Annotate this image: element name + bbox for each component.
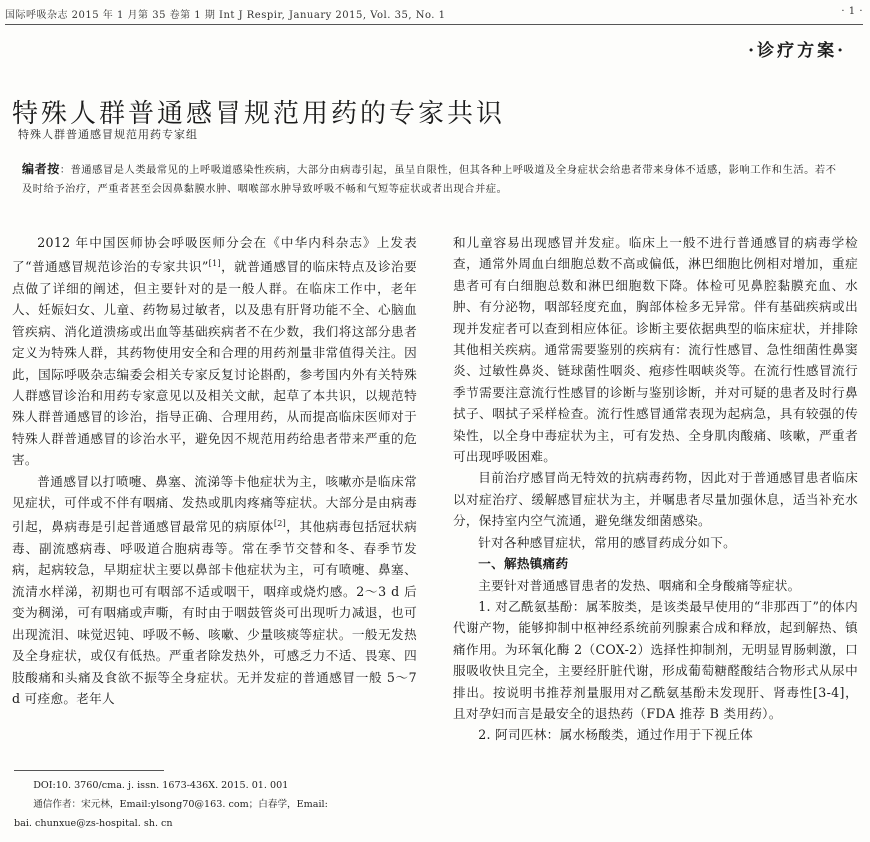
paragraph: 1. 对乙酰氨基酚：属苯胺类，是该类最早使用的“非那西丁”的体内代谢产物，能够抑制中枢神经系统前列腺素合成和释放，起到解热、镇痛作用。为环氧化酶 2（COX-2）选择性抑制剂，无明显胃肠刺激，口服吸收快且完全，主要经肝脏代谢，形成葡萄糖醛酸结合物形式从尿中排出。按说明书推荐剂量服用对乙酰氨基酚未发现肝、肾毒性[3-4]，且对孕妇而言是最安全的退热药（FDA 推荐 B 类用药）。 bbox=[453, 598, 858, 721]
citation-ref: [2] bbox=[273, 519, 287, 529]
right-column bbox=[453, 232, 858, 832]
paragraph: 2012 年中国医师协会呼吸医师分会在《中华内科杂志》上发表了“普通感冒规范诊治的专家共识”[1]，就普通感冒的临床特点及诊治要点做了详细的阐述，但主要针对的是一般人群。在临床工作中，老年人、妊娠妇女、儿童、药物易过敏者，以及患有肝肾功能不全、心脑血管疾病、消化道溃疡或出血等基础疾病者不在少数，我们将这部分患者定义为特殊人群，其药物使用安全和合理的用药剂量非常值得关注。因此，国际呼吸杂志编委会相关专家反复讨论斟酌，参考国内外有关特殊人群感冒诊治和用药专家意见以及相关文献，起草了本共识，以规范特殊人群普通感冒的诊治，指导正确、合理用药，从而提高临床医师对于特殊人群普通感冒的诊治水平，避免因不规范用药给患者带来严重的危害。 bbox=[12, 235, 417, 468]
corresponding-author-email: bai. chunxue@zs-hospital. sh. cn bbox=[14, 818, 173, 829]
corresponding-author: 通信作者：宋元林，Email:ylsong70@163. com；白春学，Email: bbox=[33, 799, 328, 810]
paragraph: 和儿童容易出现感冒并发症。临床上一般不进行普通感冒的病毒学检查，通常外周血白细胞总数不高或偏低，淋巴细胞比例相对增加，重症患者可有白细胞总数和淋巴细胞数下降。体检可见鼻腔黏膜充血、水肿、有分泌物，咽部轻度充血，胸部体检多无异常。伴有基础疾病或出现并发症者可以查到相应体征。诊断主要依据典型的临床症状，并排除其他相关疾病。通常需要鉴别的疾病有：流行性感冒、急性细菌性鼻窦炎、过敏性鼻炎、链球菌性咽炎、疱疹性咽峡炎等。在流行性感冒流行季节需要注意流行性感冒的诊断与鉴别诊断，并对可疑的患者及时行鼻拭子、咽拭子采样检查。流行性感冒通常表现为起病急，具有较强的传染性，以全身中毒症状为主，可有发热、全身肌肉酸痛、咳嗽，严重者可出现呼吸困难。 bbox=[453, 235, 858, 465]
author-group: 特殊人群普通感冒规范用药专家组 bbox=[18, 128, 198, 141]
editor-note-label: 编者按 bbox=[22, 162, 60, 176]
paragraph: 普通感冒以打喷嚏、鼻塞、流涕等卡他症状为主，咳嗽亦是临床常见症状，可伴或不伴有咽痛、发热或肌肉疼痛等症状。大部分是由病毒引起，鼻病毒是引起普通感冒最常见的病原体[2]，其他病毒包括冠状病毒、副流感病毒、呼吸道合胞病毒等。常在季节交替和冬、春季节发病，起病较急，早期症状主要以鼻部卡他症状为主，可有喷嚏、鼻塞、流清水样涕，初期也可有咽部不适或咽干，咽痒或烧灼感。2～3 d 后变为稠涕，可有咽痛或声嘶，有时由于咽鼓管炎可出现听力减退，也可出现流泪、味觉迟钝、呼吸不畅、咳嗽、少量咳痰等症状。一般无发热及全身症状，或仅有低热。严重者除发热外，可感乏力不适、畏寒、四肢酸痛和头痛及食欲不振等全身症状。无并发症的普通感冒一般 5～7 d 可痊愈。老年人 bbox=[12, 473, 417, 706]
page-number: · 1 · bbox=[841, 6, 863, 17]
section-heading: 一、解热镇痛药 bbox=[478, 556, 569, 572]
citation-ref: [1] bbox=[208, 259, 221, 269]
header-rule bbox=[5, 24, 863, 25]
footnote-rule bbox=[14, 770, 164, 771]
doi: DOI:10. 3760/cma. j. issn. 1673-436X. 2015. 01. 001 bbox=[33, 780, 289, 791]
paragraph: 针对各种感冒症状，常用的感冒药成分如下。 bbox=[478, 534, 737, 550]
running-header bbox=[5, 6, 863, 21]
editor-note bbox=[22, 160, 842, 199]
left-column bbox=[12, 232, 417, 770]
editor-note-text: ：普通感冒是人类最常见的上呼吸道感染性疾病，大部分由病毒引起，虽呈自限性，但其各种上呼吸道及全身症状会给患者带来身体不适感，影响工作和生活。若不及时给予治疗，严重者甚至会因鼻黏膜水肿、咽喉部水肿导致呼吸不畅和气短等症状或者出现合并症。 bbox=[22, 165, 837, 195]
paragraph: 主要针对普通感冒患者的发热、咽痛和全身酸痛等症状。 bbox=[478, 577, 801, 593]
section-tag: ·诊疗方案· bbox=[748, 41, 846, 61]
paragraph: 目前治疗感冒尚无特效的抗病毒药物，因此对于普通感冒患者临床以对症治疗、缓解感冒症状为主，并嘱患者尽量加强休息，适当补充水分，保持室内空气流通，避免继发细菌感染。 bbox=[453, 470, 858, 529]
journal-citation: 国际呼吸杂志 2015 年 1 月第 35 卷第 1 期 Int J Respir, January 2015, Vol. 35, No. 1 bbox=[5, 10, 446, 21]
footnotes bbox=[14, 776, 419, 833]
paragraph: 2. 阿司匹林：属水杨酸类，通过作用于下视丘体 bbox=[478, 727, 753, 743]
paper-title: 特殊人群普通感冒规范用药的专家共识 bbox=[12, 99, 506, 130]
